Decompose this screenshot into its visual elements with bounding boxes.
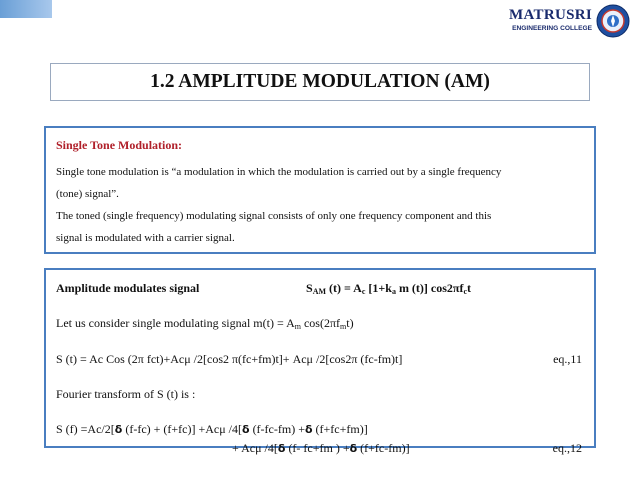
time-domain-row bbox=[56, 351, 586, 367]
definition-line-1: Single tone modulation is “a modulation in which the modulation is carried out by a single frequency bbox=[56, 166, 502, 178]
am-signal-label: Amplitude modulates signal bbox=[56, 281, 200, 295]
page-title: 1.2 AMPLITUDE MODULATION (AM) bbox=[150, 71, 490, 92]
logo-name: MATRUSRI bbox=[509, 7, 592, 23]
frequency-domain-row-1: S (f) =Ac/2[δ (f-fc) + (f+fc)] +Acμ /4[δ (f-fc-fm) +δ (f+fc+fm)] bbox=[56, 422, 368, 436]
college-emblem-icon bbox=[596, 4, 630, 38]
frequency-domain-row-2: + Acμ /4[δ (f- fc+fm ) +δ (f+fc-fm)] eq.,12 bbox=[232, 441, 582, 455]
corner-accent bbox=[0, 0, 52, 18]
description-line-1: The toned (single frequency) modulating signal consists of only one frequency component and this bbox=[56, 210, 492, 222]
modulating-signal-row: Let us consider single modulating signal $m(t) = A_m$ $\cos(2\pi f_mt)$ bbox=[56, 316, 354, 331]
college-logo bbox=[494, 4, 632, 46]
definition-line-2: (tone) signal”. bbox=[56, 188, 119, 200]
title-box bbox=[50, 63, 590, 101]
single-tone-heading: Single Tone Modulation: bbox=[56, 138, 183, 152]
description-line-2: signal is modulated with a carrier signal. bbox=[56, 232, 235, 244]
logo-subtitle: ENGINEERING COLLEGE bbox=[512, 25, 592, 32]
am-signal-formula: $S_{AM}$ $(t) = A_c$ [$1+k_a$ m (t)] $\cos 2\pi f_ct$ bbox=[306, 281, 472, 296]
time-domain-equation: S (t) = Ac Cos (2π fct)+Acμ /2[cos2 π(fc+fm)t]+ Acμ /2[cos2π (fc-fm)t] bbox=[56, 352, 403, 366]
single-tone-box bbox=[44, 126, 596, 254]
am-signal-row bbox=[56, 280, 586, 296]
equation-number-12: eq.,12 bbox=[552, 441, 582, 455]
fourier-text: Fourier transform of S (t) is : bbox=[56, 387, 196, 401]
logo-text bbox=[494, 7, 592, 32]
equations-box bbox=[44, 268, 596, 455]
fourier-row bbox=[56, 386, 586, 402]
equation-number-11: eq.,11 bbox=[553, 352, 582, 366]
